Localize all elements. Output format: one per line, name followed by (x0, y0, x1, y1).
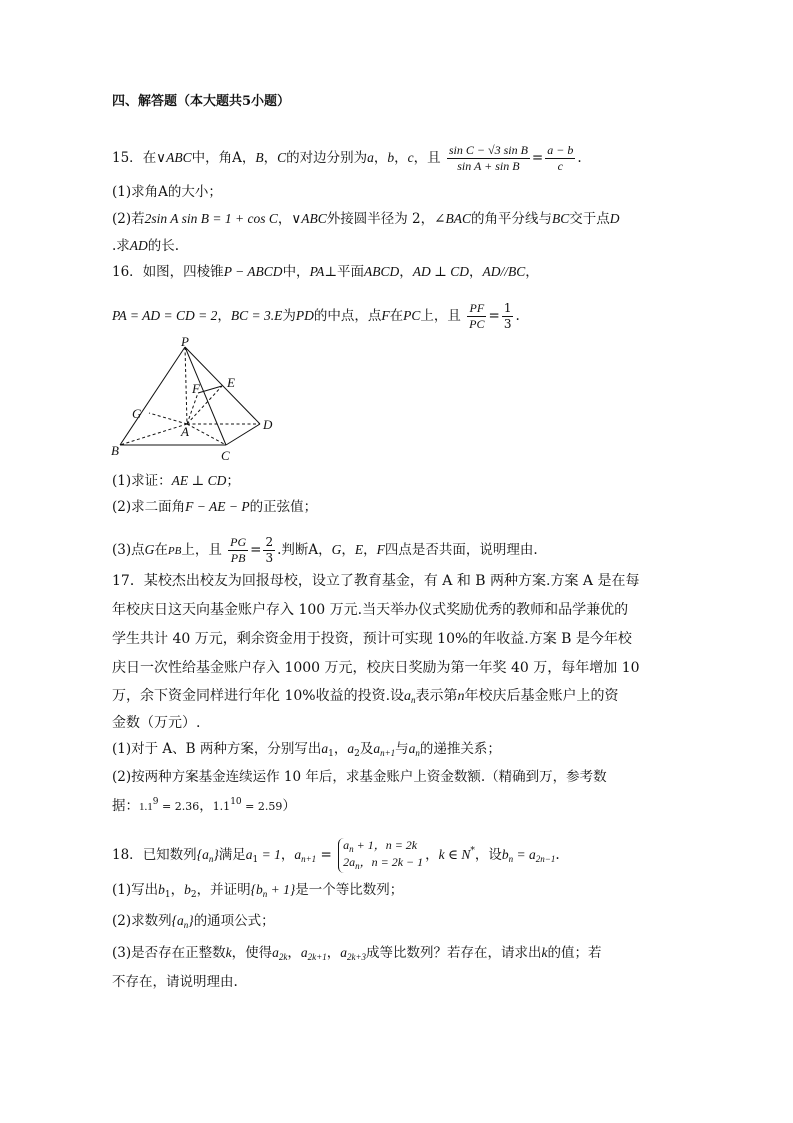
q18-text: 已知数列 (142, 846, 197, 863)
segment-af (187, 393, 198, 424)
q17-value: 1.1 (212, 800, 231, 813)
q18-var: 2a (343, 855, 356, 870)
q15-var: BC (551, 211, 570, 226)
q18-case-text: ，n = 2k − 1 (359, 855, 424, 870)
label-g: G (132, 406, 142, 421)
q16-text: 在 (389, 308, 404, 325)
q16-frac-den: 3 (265, 551, 274, 566)
q15-eq: = (531, 150, 544, 167)
q15-part-1: (1)求角A的大小； (112, 184, 222, 200)
q18-text: ，设 (474, 846, 502, 863)
q16-var: G (331, 542, 342, 558)
q17-var: a (373, 741, 381, 756)
q18-sub: n (508, 853, 514, 864)
edge-ab (120, 424, 187, 445)
q18-seq: } (188, 913, 194, 928)
q15-text: ， (263, 150, 278, 167)
q17-line-1: 17．某校杰出校友为回报母校，设立了教育基金，有 A 和 B 两种方案.方案 A 是在每 (112, 573, 640, 589)
q15-text: ， (394, 150, 408, 167)
q15-equation: 2sin A sin B = 1 + cos C (144, 211, 278, 226)
q18-case-1 (343, 838, 423, 855)
q15-var: B (255, 150, 264, 166)
q16-frac-num: PG (228, 536, 248, 551)
q16-text: . (515, 308, 520, 325)
q18-text: ， (280, 846, 295, 863)
q17-text: 表示第 (415, 688, 458, 704)
q16-part-3 (112, 536, 538, 565)
q18-case-2 (343, 855, 423, 872)
q16-text: ， (217, 308, 231, 325)
q15-triangle: ABC (166, 150, 192, 166)
q16-frac-den: PB (230, 551, 246, 566)
q15-part-2-cont (112, 239, 179, 254)
q17-sub: 1 (328, 749, 334, 759)
q18-var: a (245, 846, 253, 862)
edge-pa (185, 347, 187, 424)
q18-var: a (294, 846, 302, 862)
q15-text: 中，角A， (191, 150, 256, 167)
q18-eq: = (316, 846, 337, 863)
q17-var: n (457, 689, 465, 704)
q18-text: (2)求数列 (112, 913, 172, 929)
q16-text: ， (363, 542, 377, 559)
q18-seq: } (213, 846, 219, 862)
q18-sub: n (262, 889, 268, 899)
q16-eq: = (488, 308, 500, 325)
q18-var: b (184, 882, 191, 897)
q15-frac-num: sin C − √3 sin B (447, 144, 530, 159)
q16-frac-den: 3 (503, 317, 512, 332)
q16-text: ， (525, 264, 539, 280)
q16-var: PA (309, 264, 325, 279)
q16-var: F (376, 542, 385, 558)
q16-fraction-two-thirds (263, 536, 275, 565)
q16-part-1 (112, 474, 240, 489)
q15-text: 的长. (147, 238, 180, 254)
q17-line-5 (112, 689, 619, 705)
q16-var: F (381, 308, 390, 324)
q18-sub: 2n−1 (535, 853, 556, 864)
q18-text: ， (425, 846, 439, 863)
q17-sup: 10 (230, 797, 242, 807)
q18-text: ，并证明 (196, 882, 251, 898)
q17-sub: n (415, 748, 420, 758)
q18-part-1 (112, 883, 403, 900)
q16-fraction-pg-pb (228, 536, 248, 565)
q16-var: E (274, 308, 283, 324)
q16-text: ， (399, 264, 413, 280)
q18-var: b (501, 846, 509, 862)
q18-sub: n+1 (301, 853, 317, 864)
q15-text: (2)若 (112, 211, 145, 227)
q16-part-2 (112, 500, 317, 515)
q16-text: 四点是否共面，说明理由. (384, 542, 538, 559)
q18-text: 的值；若 (547, 945, 602, 961)
q16-var: AD ⊥ CD (412, 264, 469, 279)
label-p: P (181, 336, 189, 349)
q16-frac-den: PC (469, 317, 485, 332)
q15-text: ，且 (413, 150, 441, 167)
q15-text: 外接圆半径为 2，∠ (326, 211, 446, 227)
label-f: F (192, 381, 200, 396)
edge-ac (187, 424, 226, 445)
q17-text: 及 (359, 741, 374, 757)
q18-var: a (343, 838, 350, 852)
q15-angle: BAC (445, 211, 471, 226)
q15-var: c (407, 150, 414, 166)
q18-seq: {b (250, 882, 263, 897)
q18-text: 满足 (218, 846, 246, 863)
q17-text: 的递推关系； (419, 741, 501, 757)
q17-sub: 2 (354, 749, 360, 759)
q15-fraction-right (545, 144, 575, 173)
q18-sub: n (349, 844, 354, 854)
q17-text: 万，余下资金同样进行年化 10%收益的投资.设 (112, 688, 405, 704)
q17-part-2-cont (112, 798, 296, 814)
q16-text: ； (226, 473, 240, 489)
q16-text: 的正弦值； (249, 499, 318, 515)
q15-fraction-left (447, 144, 530, 173)
q15-triangle: ABC (301, 211, 327, 226)
q17-var: a (321, 741, 329, 756)
q17-text: 据： (112, 798, 139, 814)
q18-sub: 2 (190, 890, 197, 900)
q16-text: 中， (282, 264, 310, 280)
q16-var: AD//BC (482, 264, 526, 279)
q18-sub: n (208, 853, 214, 864)
segment-ag (149, 413, 187, 424)
q16-text: 在 (154, 542, 168, 559)
q18-number: 18． (112, 846, 143, 863)
q18-var: k (225, 945, 232, 960)
q18-sub: n (183, 920, 189, 930)
label-d: D (263, 417, 273, 432)
q16-var: PB (167, 545, 182, 558)
edge-cd (226, 424, 260, 445)
q15-number: 15． (112, 150, 143, 167)
q15-var: D (609, 211, 620, 226)
q18-var: b (158, 882, 165, 897)
q16-text: (1)求证： (112, 473, 172, 489)
q18-piecewise (338, 838, 423, 873)
q15-frac-num: a − b (545, 144, 575, 159)
edge-pb (120, 347, 185, 445)
q15-stem (112, 144, 582, 173)
q17-sub: n+1 (380, 748, 396, 758)
q16-var: PC (403, 308, 421, 324)
q17-text: ） (282, 798, 296, 814)
q18-part-3-cont: 不存在，请说明理由. (112, 974, 238, 990)
q16-text: 如图，四棱锥 (142, 264, 224, 280)
q15-frac-den: sin A + sin B (457, 159, 520, 174)
q15-var: a (367, 150, 374, 166)
q16-var: G (144, 542, 155, 558)
q18-seq: {a (171, 913, 184, 928)
q18-text: ， (326, 945, 341, 961)
q18-text: 是一个等比数列； (295, 882, 404, 898)
q16-pyramid: P − ABCD (223, 264, 283, 279)
q17-line-4: 庆日一次性给基金账户存入 1000 万元，校庆日奖励为第一年奖 40 万，每年增加 10 (112, 660, 640, 676)
q17-var: a (404, 689, 412, 704)
q17-value: = 2.36 (158, 800, 200, 813)
q16-text: 上，且 (181, 542, 222, 559)
q16-text: 上，且 (420, 308, 461, 325)
q15-text: .求 (112, 238, 130, 254)
q16-text: ⊥平面 (324, 264, 365, 280)
q16-equation: F − AE − P (185, 499, 250, 514)
q18-case-text: + 1，n = 2k (353, 838, 418, 852)
q16-text: (3)点 (112, 542, 145, 559)
q15-frac-den: c (557, 159, 563, 174)
q17-text: 年校庆后基金账户上的资 (464, 688, 619, 704)
q16-text: ， (468, 264, 483, 280)
q18-equation: = 1 (258, 846, 281, 862)
q15-text: 的对边分别为 (286, 150, 368, 167)
q15-text: 交于点 (569, 211, 610, 227)
q15-part-2 (112, 212, 619, 227)
q18-stem (112, 838, 560, 873)
q17-part-2: (2)按两种方案基金连续运作 10 年后，求基金账户上资金数额.（精确到万，参考数 (112, 769, 607, 785)
q16-var: E (354, 542, 364, 558)
q16-fraction-pf-pc (467, 302, 486, 331)
label-c: C (221, 448, 230, 462)
q18-seq: {a (196, 846, 209, 862)
q17-value: 1.1 (139, 801, 153, 813)
section-title: 四、解答题（本大题共5小题） (112, 94, 291, 109)
q18-sub: 2k (278, 952, 288, 962)
q16-stem-2 (112, 302, 520, 331)
q15-text: . (577, 150, 582, 167)
q18-var: a (300, 945, 308, 960)
q17-var: a (347, 741, 355, 756)
q16-number: 16． (112, 264, 143, 280)
q18-text: ， (170, 882, 185, 898)
q18-seq: + 1} (267, 882, 296, 897)
q17-text: (1)对于 A、B 两种方案，分别写出 (112, 741, 322, 757)
label-b: B (111, 443, 119, 458)
q16-fraction-one-third (502, 302, 514, 331)
q18-sup: * (470, 845, 475, 856)
q17-line-2: 年校庆日这天向基金账户存入 100 万元.当天举办仪式奖励优秀的教师和品学兼优的 (112, 602, 629, 618)
q16-text: 的中点，点 (313, 308, 382, 325)
q16-equation: PA = AD = CD = 2 (112, 308, 218, 324)
q18-part-2 (112, 914, 275, 930)
q18-var: a (272, 945, 279, 960)
q15-text: 的角平分线与 (470, 211, 552, 227)
q17-text: 与 (395, 741, 409, 757)
q18-sub: 1 (252, 854, 259, 865)
q18-text: . (555, 846, 560, 863)
q15-var: AD (129, 238, 148, 253)
q16-text: 为 (282, 308, 296, 325)
q16-text: ， (341, 542, 355, 559)
q18-sub: 2k+3 (346, 952, 367, 962)
q16-var: ABCD (364, 264, 400, 279)
q18-set: k ∈ N (438, 846, 471, 862)
q15-var: C (277, 150, 287, 166)
q18-text: ，使得 (231, 945, 273, 961)
q16-frac-num: 2 (263, 536, 275, 551)
q18-sub: 2k+1 (307, 952, 327, 962)
q17-value: = 2.59 (241, 800, 283, 813)
label-e: E (227, 375, 235, 390)
q16-text: .判断A， (277, 542, 332, 559)
q17-text: ， (199, 798, 213, 814)
q18-sub: 1 (164, 890, 171, 900)
q16-frac-num: PF (467, 302, 486, 317)
q16-equation: AE ⊥ CD (171, 473, 227, 488)
edge-pc (185, 347, 226, 445)
q17-line-6: 金数（万元）. (112, 715, 201, 731)
q17-part-1 (112, 742, 501, 759)
q15-text: ，∨ (277, 211, 302, 227)
label-a: A (181, 424, 189, 439)
q16-eq: = (250, 542, 262, 559)
q18-var: k (541, 945, 548, 960)
q17-line-3: 学生共计 40 万元，剩余资金用于投资，预计可实现 10%的年收益.方案 B 是今年校 (112, 631, 632, 647)
q17-var: a (408, 741, 416, 756)
q16-frac-num: 1 (502, 302, 514, 317)
q17-sup: 9 (152, 797, 159, 807)
pyramid-diagram (108, 336, 288, 462)
q17-sub: n (411, 695, 416, 705)
q16-var: PD (295, 308, 314, 324)
q16-text: (2)求二面角 (112, 499, 186, 515)
q15-text: 在∨ (142, 150, 167, 167)
q18-var: a (340, 945, 347, 960)
q17-text: ， (333, 741, 348, 757)
q18-text: (3)是否存在正整数 (112, 945, 226, 961)
q15-text: ， (373, 150, 388, 167)
q16-equation: BC = 3. (230, 308, 275, 324)
q18-text: (1)写出 (112, 882, 159, 898)
q15-var: b (387, 150, 395, 166)
q18-part-3 (112, 946, 602, 962)
q18-sub: n (355, 861, 360, 872)
q18-text: 的通项公式； (193, 913, 275, 929)
q18-text: ， (287, 945, 301, 961)
q18-equation: = a (513, 846, 536, 862)
q16-stem-1 (112, 265, 539, 280)
q18-text: 成等比数列？若存在，请求出 (366, 945, 542, 961)
